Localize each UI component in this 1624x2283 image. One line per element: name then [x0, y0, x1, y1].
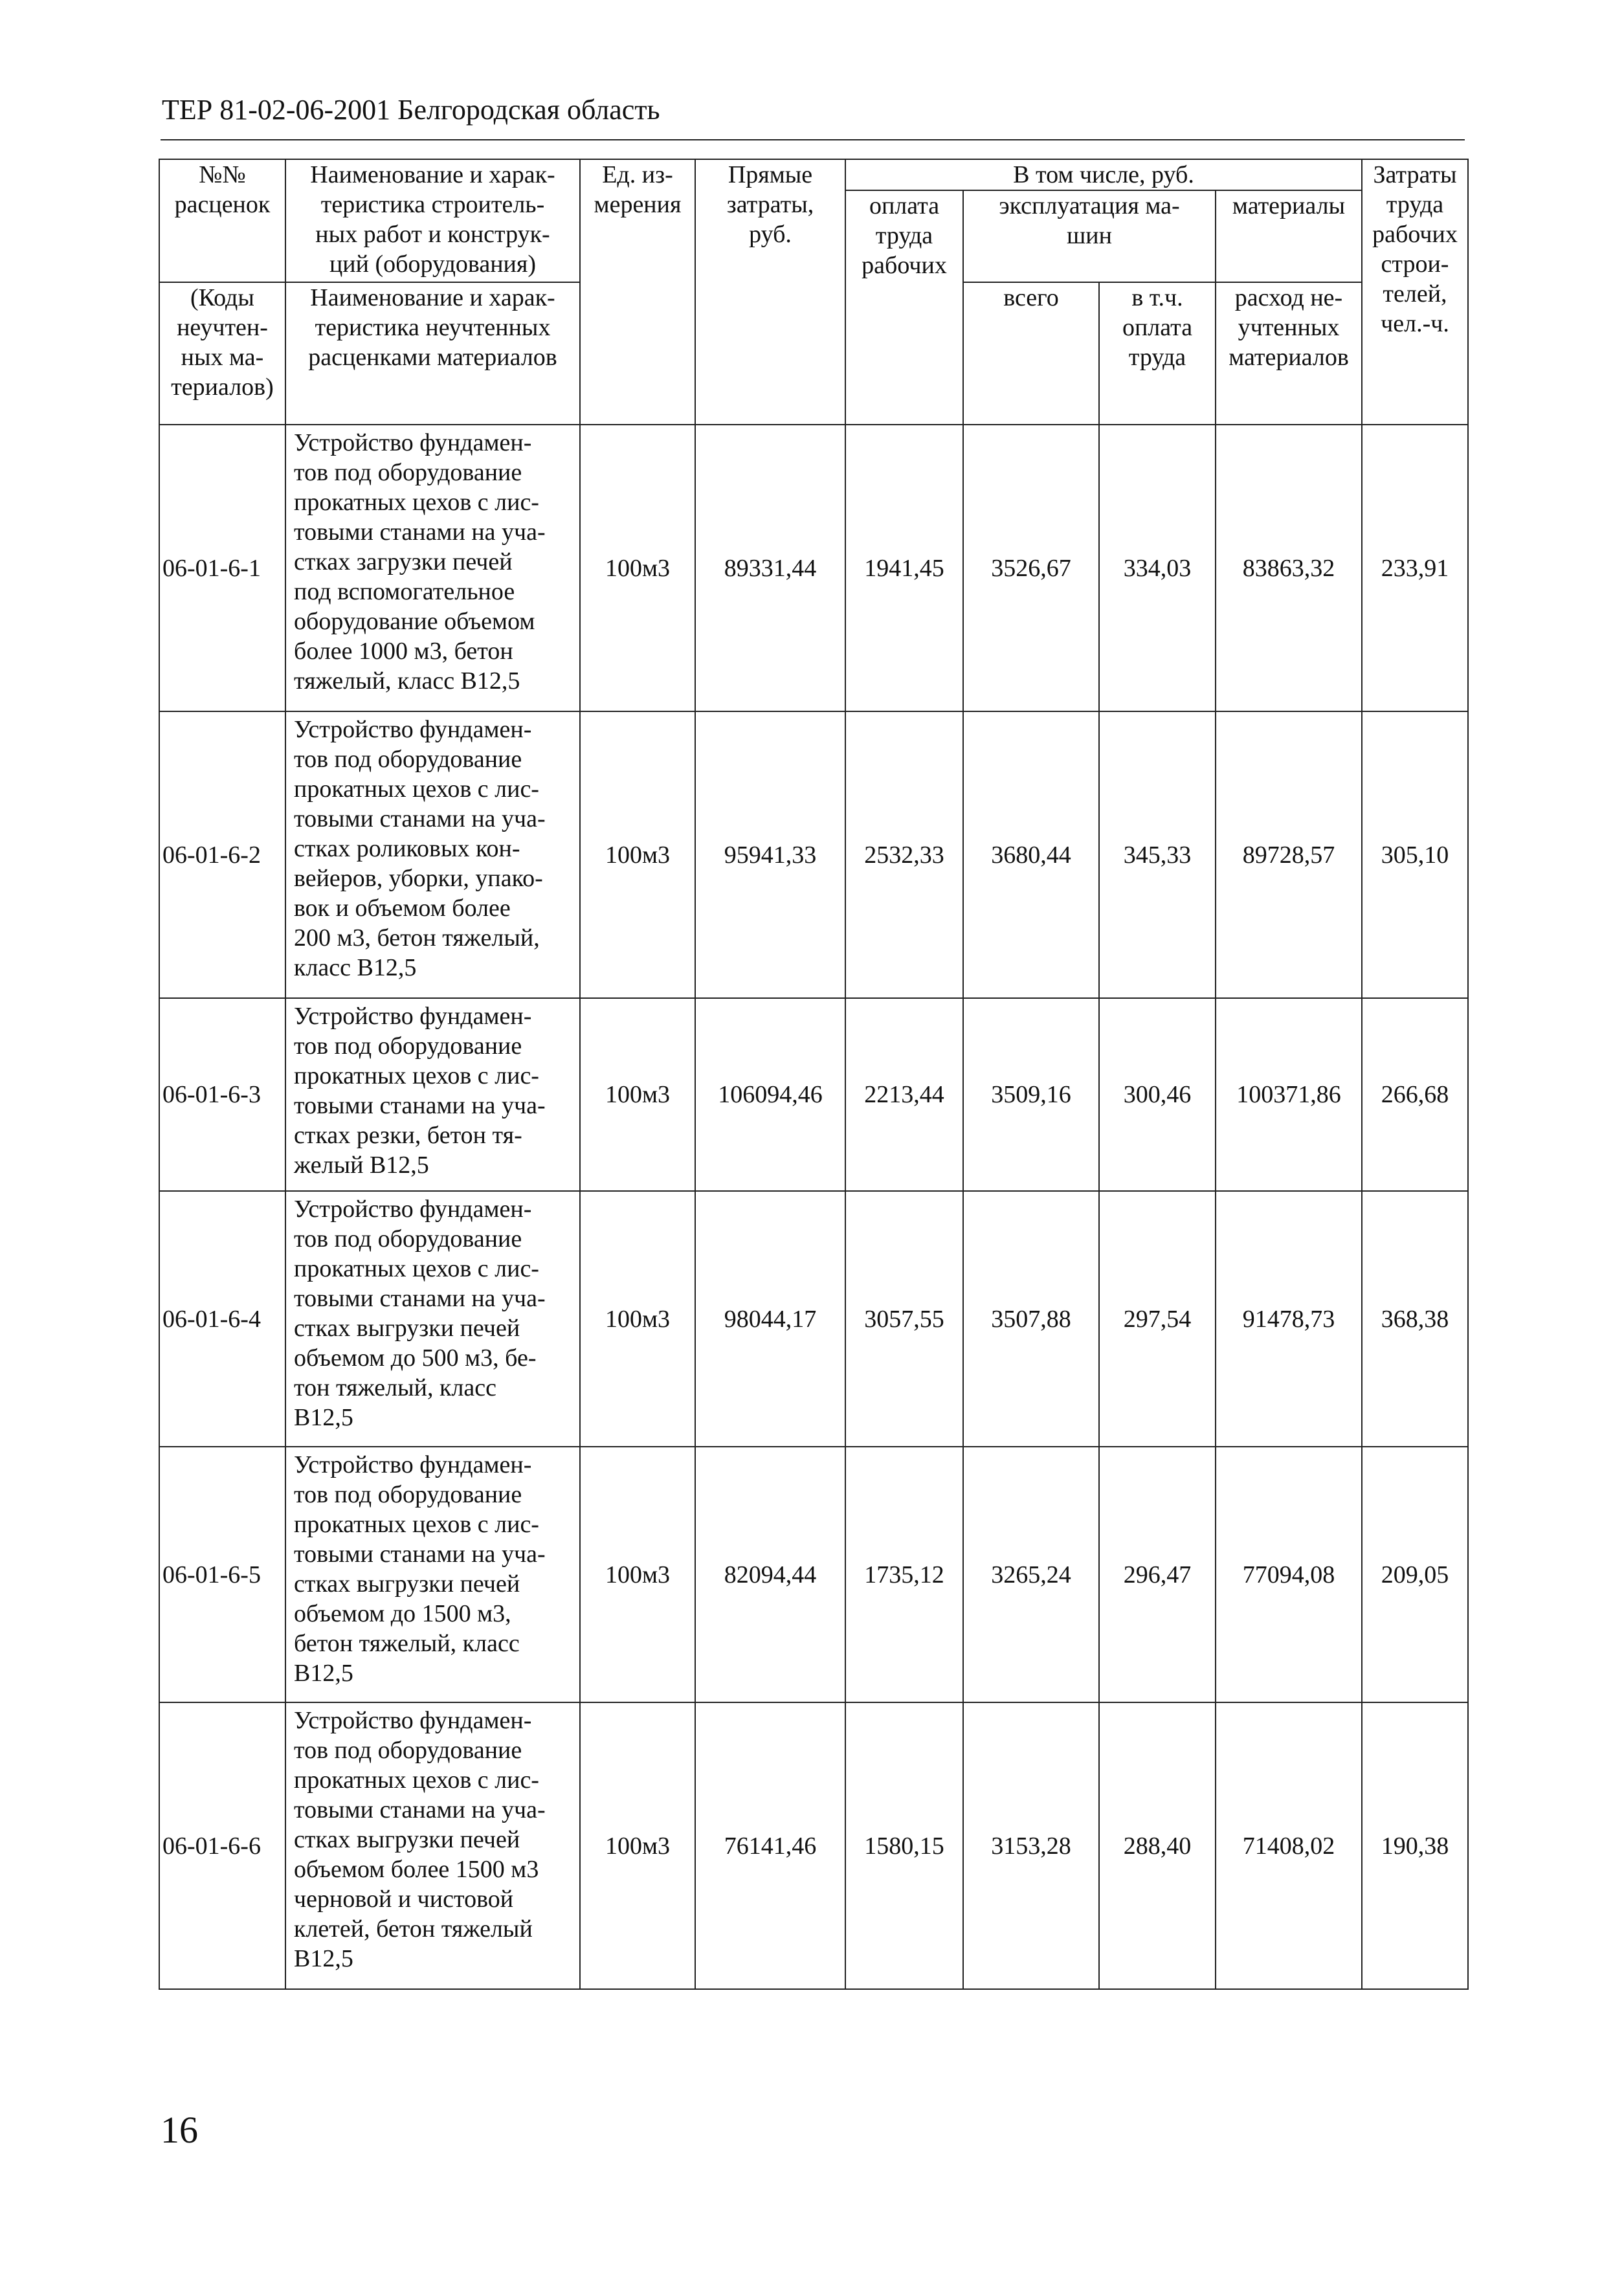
rate-machines: 3526,67: [963, 425, 1099, 711]
header-row-1: [159, 159, 1468, 190]
rate-machine-wage: 345,33: [1099, 711, 1216, 998]
rate-materials: 83863,32: [1216, 425, 1362, 711]
col-head-mach: эксплуатация ма- шин: [963, 190, 1216, 282]
rate-machines: 3509,16: [963, 998, 1099, 1191]
rate-direct: 98044,17: [695, 1191, 845, 1447]
col-head-mach-total: всего: [963, 282, 1099, 425]
rate-wage: 2213,44: [845, 998, 963, 1191]
col-head-name-sub: Наименование и харак- теристика неучтенных расценками материалов: [285, 282, 580, 425]
rate-labor: 190,38: [1362, 1702, 1468, 1989]
rate-unit: 100м3: [580, 711, 695, 998]
rate-description: Устройство фундамен- тов под оборудование прокатных цехов с лис- товыми станами на уча- стках загрузки печей под вспомогательное оборудование объемом более 1000 м3, бетон тяжелый, класс В12,5: [285, 425, 580, 711]
rate-wage: 2532,33: [845, 711, 963, 998]
page-number: 16: [161, 2109, 198, 2151]
rate-unit: 100м3: [580, 998, 695, 1191]
rate-direct: 76141,46: [695, 1702, 845, 1989]
rate-description: Устройство фундамен- тов под оборудование прокатных цехов с лис- товыми станами на уча- стках выгрузки печей объемом до 1500 м3, бетон тяжелый, класс В12,5: [285, 1447, 580, 1702]
rate-unit: 100м3: [580, 1702, 695, 1989]
rate-description: Устройство фундамен- тов под оборудование прокатных цехов с лис- товыми станами на уча- стках роликовых кон- вейеров, уборки, упако- вок и объемом более 200 м3, бетон тяжелый, класс В12,5: [285, 711, 580, 998]
rate-code: 06-01-6-6: [159, 1702, 285, 1989]
rate-labor: 233,91: [1362, 425, 1468, 711]
rate-direct: 82094,44: [695, 1447, 845, 1702]
rate-materials: 71408,02: [1216, 1702, 1362, 1989]
rate-wage: 1580,15: [845, 1702, 963, 1989]
rate-code: 06-01-6-2: [159, 711, 285, 998]
rate-wage: 1941,45: [845, 425, 963, 711]
rate-machines: 3680,44: [963, 711, 1099, 998]
table-row: [159, 1447, 1468, 1702]
rate-unit: 100м3: [580, 1447, 695, 1702]
col-head-code: №№ расценок: [159, 159, 285, 282]
rate-unit: 100м3: [580, 425, 695, 711]
rate-labor: 368,38: [1362, 1191, 1468, 1447]
rate-labor: 209,05: [1362, 1447, 1468, 1702]
rate-unit: 100м3: [580, 1191, 695, 1447]
rate-direct: 89331,44: [695, 425, 845, 711]
table-row: [159, 711, 1468, 998]
table-row: [159, 425, 1468, 711]
rate-code: 06-01-6-3: [159, 998, 285, 1191]
page-header: ТЕР 81-02-06-2001 Белгородская область: [162, 94, 660, 126]
header-rule: [161, 139, 1465, 140]
col-head-mach-wage: в т.ч. оплата труда: [1099, 282, 1216, 425]
rate-machine-wage: 297,54: [1099, 1191, 1216, 1447]
rate-materials: 91478,73: [1216, 1191, 1362, 1447]
rate-direct: 95941,33: [695, 711, 845, 998]
rate-materials: 100371,86: [1216, 998, 1362, 1191]
rate-labor: 266,68: [1362, 998, 1468, 1191]
col-head-direct: Прямые затраты, руб.: [695, 159, 845, 425]
rate-machine-wage: 288,40: [1099, 1702, 1216, 1989]
col-head-materials-sub: расход не- учтенных материалов: [1216, 282, 1362, 425]
col-head-unit: Ед. из- мерения: [580, 159, 695, 425]
rate-machine-wage: 334,03: [1099, 425, 1216, 711]
rate-wage: 1735,12: [845, 1447, 963, 1702]
rate-machines: 3153,28: [963, 1702, 1099, 1989]
rate-materials: 77094,08: [1216, 1447, 1362, 1702]
rate-direct: 106094,46: [695, 998, 845, 1191]
rate-description: Устройство фундамен- тов под оборудование прокатных цехов с лис- товыми станами на уча- стках выгрузки печей объемом до 500 м3, бе- тон тяжелый, класс В12,5: [285, 1191, 580, 1447]
rates-table: [159, 159, 1469, 1990]
table-row: [159, 998, 1468, 1191]
rate-machines: 3265,24: [963, 1447, 1099, 1702]
col-head-materials: материалы: [1216, 190, 1362, 282]
col-head-code-sub: (Коды неучтен- ных ма- териалов): [159, 282, 285, 425]
rate-labor: 305,10: [1362, 711, 1468, 998]
col-head-incl: В том числе, руб.: [845, 159, 1362, 190]
rate-code: 06-01-6-4: [159, 1191, 285, 1447]
rate-machines: 3507,88: [963, 1191, 1099, 1447]
rate-machine-wage: 296,47: [1099, 1447, 1216, 1702]
rate-description: Устройство фундамен- тов под оборудование прокатных цехов с лис- товыми станами на уча- стках резки, бетон тя- желый В12,5: [285, 998, 580, 1191]
rate-machine-wage: 300,46: [1099, 998, 1216, 1191]
rate-materials: 89728,57: [1216, 711, 1362, 998]
rate-wage: 3057,55: [845, 1191, 963, 1447]
col-head-wage: оплата труда рабочих: [845, 190, 963, 425]
rate-description: Устройство фундамен- тов под оборудование прокатных цехов с лис- товыми станами на уча- стках выгрузки печей объемом более 1500 м3 черновой и чистовой клетей, бетон тяжелый В12,5: [285, 1702, 580, 1989]
rate-code: 06-01-6-1: [159, 425, 285, 711]
rate-code: 06-01-6-5: [159, 1447, 285, 1702]
col-head-name: Наименование и харак- теристика строитель- ных работ и конструк- ций (оборудования): [285, 159, 580, 282]
col-head-labor: Затраты труда рабочих строи- телей, чел.-ч.: [1362, 159, 1468, 425]
table-row: [159, 1702, 1468, 1989]
table-row: [159, 1191, 1468, 1447]
